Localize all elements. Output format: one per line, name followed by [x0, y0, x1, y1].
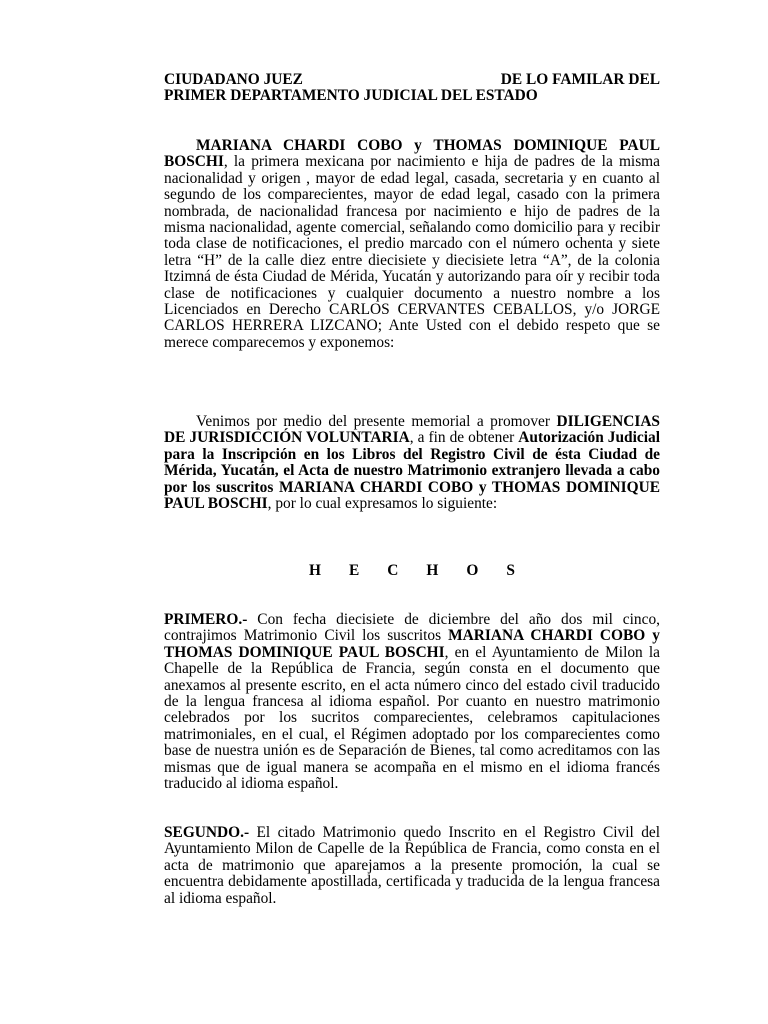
fact-first-text-1: Con fecha diecisiete de diciembre del año dos mil cinco, contrajimos Matrimonio Civil los suscritos: [164, 611, 660, 645]
fact-first-paragraph: [164, 612, 660, 792]
section-title-hechos: [164, 563, 660, 579]
intro-text: , la primera mexicana por nacimiento e hija de padres de la misma nacionalidad y origen , mayor de edad legal, casada, secretaria y en cuanto al segundo de los comparecientes, mayor de edad legal, casado con la primera nombrada, de nacionalidad francesa por nacimiento e hijo de padres de la misma nacionalidad, agente comercial, señalando como domicilio para y recibir toda clase de notificaciones, el predio marcado con el número ochenta y siete letra “H” de la calle diez entre diecisiete y diecisiete letra “A”, de la colonia Itzimná de ésta Ciudad de Mérida, Yucatán y autorizando para oír y recibir toda clase de notificaciones y cualquier documento a nuestro nombre a los Licenciados en Derecho CARLOS CERVANTES CEBALLOS, y/o JORGE CARLOS HERRERA LIZCANO; Ante Usted con el debido respeto que se merece comparecemos y exponemos:: [164, 153, 660, 351]
header-court: DE LO FAMILAR DEL: [500, 71, 660, 88]
petition-paragraph: [164, 414, 660, 512]
hechos-letter: H: [426, 562, 439, 579]
petition-text-1: Venimos por medio del presente memorial a promover: [196, 413, 557, 430]
fact-second-text: El citado Matrimonio quedo Inscrito en el Registro Civil del Ayuntamiento Milon de Capelle de la República de Francia, como consta en el acta de matrimonio que aparejamos a la presente promoción, la cual se encuentra debidamente apostillada, certificada y traducida de la lengua francesa al idioma español.: [164, 824, 660, 907]
hechos-letter: S: [506, 562, 515, 579]
header-judge: CIUDADANO JUEZ: [164, 71, 303, 88]
intro-paragraph: [164, 138, 660, 351]
hechos-letter: H: [309, 562, 322, 579]
hechos-letter: C: [387, 562, 399, 579]
fact-second-label: SEGUNDO.-: [164, 824, 250, 841]
fact-first-label: PRIMERO.-: [164, 611, 248, 628]
petition-bold-2: Autorización Judicial para la Inscripción en los Libros del Registro Civil de ésta Ciudad de Mérida, Yucatán, el Acta de nuestro Matrimonio extranjero llevada a cabo por los suscritos MARIANA CHARDI COBO y THOMAS DOMINIQUE PAUL BOSCHI: [164, 429, 660, 513]
fact-first-names: MARIANA CHARDI COBO y THOMAS DOMINIQUE PAUL BOSCHI: [164, 627, 660, 661]
hechos-letter: E: [349, 562, 360, 579]
header-line-2: PRIMER DEPARTAMENTO JUDICIAL DEL ESTADO: [164, 87, 538, 105]
petition-text-2: , a fin de obtener: [409, 429, 519, 447]
fact-second-paragraph: [164, 825, 660, 907]
petition-text-3: , por lo cual expresamos lo siguiente:: [267, 495, 498, 513]
petition-bold-1: DILIGENCIAS DE JURISDICCIÓN VOLUNTARIA: [164, 413, 660, 447]
header-line-1: [164, 72, 660, 88]
hechos-letter: O: [466, 562, 479, 579]
fact-first-text-2: , en el Ayuntamiento de Milon la Chapelle de la República de Francia, según consta en el documento que anexamos al presente escrito, en el acta número cinco del estado civil traducido de la lengua francesa al idioma español. Por cuanto en nuestro matrimonio celebrados por los sucritos comparecientes, celebramos capitulaciones matrimoniales, en el cual, el Régimen adoptado por los comparecientes como base de nuestra unión es de Separación de Bienes, tal como acreditamos con las mismas que de igual manera se acompaña en el mismo en el idioma francés traducido al idioma español.: [164, 643, 660, 793]
addressee-header: [164, 72, 660, 105]
petitioner-names: MARIANA CHARDI COBO y THOMAS DOMINIQUE PAUL BOSCHI: [164, 137, 660, 171]
